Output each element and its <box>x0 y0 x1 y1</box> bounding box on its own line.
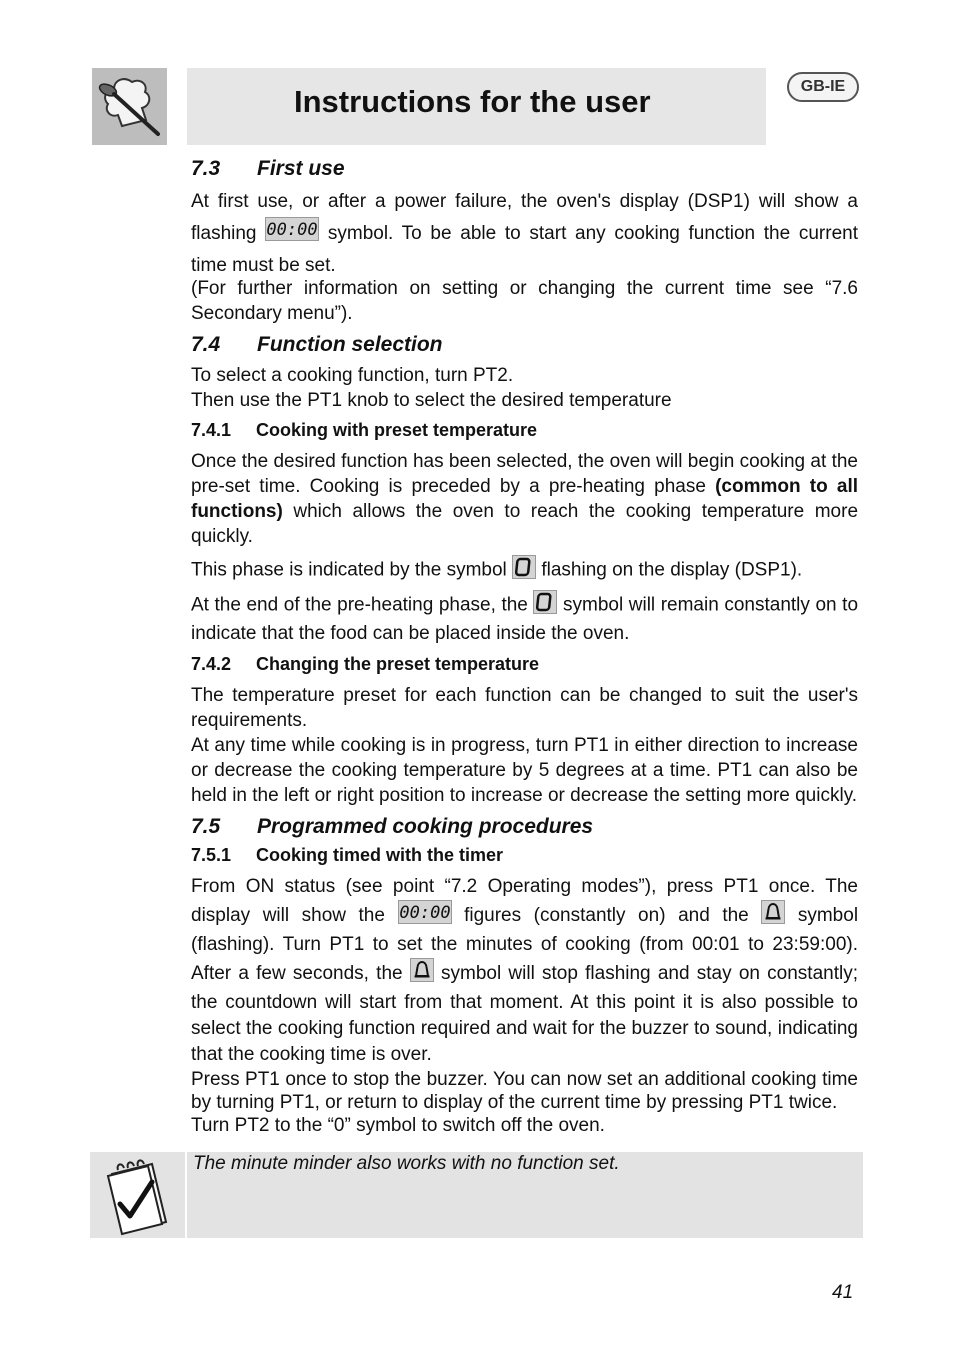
preheat-square-icon <box>512 555 536 586</box>
paragraph: The temperature preset for each function can be changed to suit the user's requirements. <box>191 685 858 731</box>
subsection-heading-7-4-2: 7.4.2 Changing the preset temperature <box>191 654 540 674</box>
main-content <box>191 156 858 1137</box>
paragraph: This phase is indicated by the symbol flashing on the display (DSP1). <box>191 555 858 586</box>
bell-icon <box>410 958 434 990</box>
notepad-check-icon <box>90 1152 185 1238</box>
title-bar <box>187 68 766 145</box>
paragraph: At the end of the pre-heating phase, the symbol will remain constantly on to indicate that the food can be placed inside the oven. <box>191 590 858 646</box>
paragraph: At any time while cooking is in progress, turn PT1 in either direction to increase or decrease the cooking temperature by 5 degrees at a time. PT1 can also be held in the left or right position to increase or decrease the setting more quickly. <box>191 735 858 806</box>
section-heading-7-3: 7.3 First use <box>191 157 345 180</box>
svg-text:00:00: 00:00 <box>398 903 451 923</box>
subsection-heading-7-4-1: 7.4.1 Cooking with preset temperature <box>191 420 538 440</box>
page-title: Instructions for the user <box>294 84 651 119</box>
paragraph: Once the desired function has been selected, the oven will begin cooking at the pre-set time. Cooking is preceded by a pre-heating phase (common to all functions) which allows the oven to reach the cooking temperature more quickly. <box>191 451 859 547</box>
bell-icon <box>761 900 785 932</box>
clock-display-icon <box>265 217 319 251</box>
paragraph: Turn PT2 to the “0” symbol to switch off the oven. <box>191 1115 605 1136</box>
note-text: The minute minder also works with no function set. <box>193 1153 620 1174</box>
svg-text:00:00: 00:00 <box>266 220 318 240</box>
paragraph: (For further information on setting or changing the current time see “7.6 Secondary menu”). <box>191 278 858 324</box>
chef-hat-spoon-icon <box>92 68 167 145</box>
page-number: 41 <box>832 1282 854 1303</box>
paragraph: Then use the PT1 knob to select the desired temperature <box>191 390 672 411</box>
paragraph: Press PT1 once to stop the buzzer. You can now set an additional cooking time by turning PT1, or return to display of the current time by pressing PT1 twice. <box>191 1069 858 1113</box>
subsection-heading-7-5-1: 7.5.1 Cooking timed with the timer <box>191 845 504 865</box>
paragraph: From ON status (see point “7.2 Operating modes”), press PT1 once. The display will show the 00:00 figures (constantly on) and the symbol (flashing). Turn PT1 to set the minutes of cooking (from 00:01 to 23:59:00). After a few seconds, the symbol will stop flashing and stay on constantly; the countdown will start from that moment. At this point it is also possible to select the cooking function required and wait for the buzzer to sound, indicating that the cooking time is over. <box>191 876 859 1065</box>
paragraph: To select a cooking function, turn PT2. <box>191 365 514 386</box>
section-heading-7-5: 7.5 Programmed cooking procedures <box>191 815 594 838</box>
preheat-square-icon <box>533 590 557 621</box>
clock-display-icon <box>398 900 452 932</box>
note-box <box>187 1152 863 1238</box>
language-badge: GB-IE <box>787 72 859 102</box>
paragraph: At first use, or after a power failure, the oven's display (DSP1) will show a flashing 00:00 symbol. To be able to start any cooking function the current time must be set. <box>191 191 858 276</box>
section-heading-7-4: 7.4 Function selection <box>191 333 443 356</box>
